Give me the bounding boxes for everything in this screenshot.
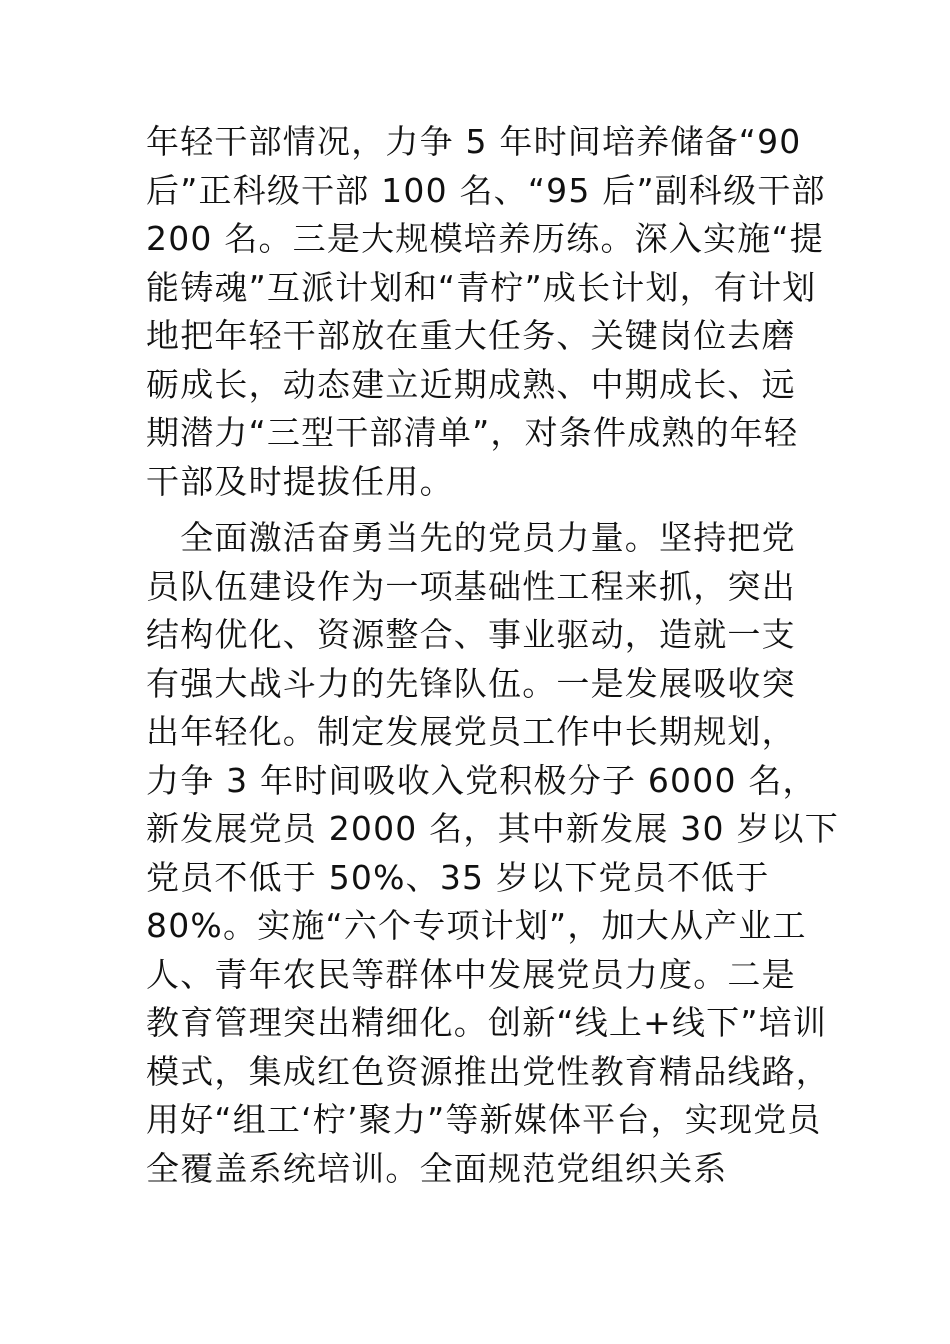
body-text <box>146 118 839 1193</box>
text-line: 新发展党员 2000 名，其中新发展 30 岁以下 <box>146 809 839 848</box>
text-line: 员队伍建设作为一项基础性工程来抓，突出 <box>146 566 796 606</box>
text-line: 模式，集成红色资源推出党性教育精品线路， <box>146 1051 830 1091</box>
text-line: 教育管理突出精细化。创新“线上+线下”培训 <box>146 1003 828 1042</box>
text-line: 80%。实施“六个专项计划”，加大从产业工 <box>146 906 807 945</box>
text-line: 人、青年农民等群体中发展党员力度。二是 <box>146 954 796 994</box>
text-line: 后”正科级干部 100 名、“95 后”副科级干部 <box>146 170 826 210</box>
text-line: 干部及时提拔任用。 <box>146 461 454 501</box>
text-line: 有强大战斗力的先锋队伍。一是发展吸收突 <box>146 663 796 703</box>
text-line: 期潜力“三型干部清单”，对条件成熟的年轻 <box>146 413 799 452</box>
text-line: 能铸魂”互派计划和“青柠”成长计划，有计划 <box>146 267 817 307</box>
text-line: 年轻干部情况，力争 5 年时间培养储备“90 <box>146 122 802 161</box>
text-line: 地把年轻干部放在重大任务、关键岗位去磨 <box>146 316 796 355</box>
text-line: 力争 3 年时间吸收入党积极分子 6000 名， <box>146 760 817 800</box>
text-line: 结构优化、资源整合、事业驱动，造就一支 <box>146 615 796 654</box>
text-line: 200 名。三是大规模培养历练。深入实施“提 <box>146 219 824 258</box>
text-line: 砺成长，动态建立近期成熟、中期成长、远 <box>146 364 796 404</box>
text-line: 出年轻化。制定发展党员工作中长期规划， <box>146 712 796 751</box>
paragraph-start-line: 全面激活奋勇当先的党员力量。坚持把党 <box>146 518 796 557</box>
text-line: 用好“组工‘柠’聚力”等新媒体平台，实现党员 <box>146 1100 822 1139</box>
text-line: 全覆盖系统培训。全面规范党组织关系 <box>146 1148 728 1188</box>
text-line: 党员不低于 50%、35 岁以下党员不低于 <box>146 857 770 897</box>
